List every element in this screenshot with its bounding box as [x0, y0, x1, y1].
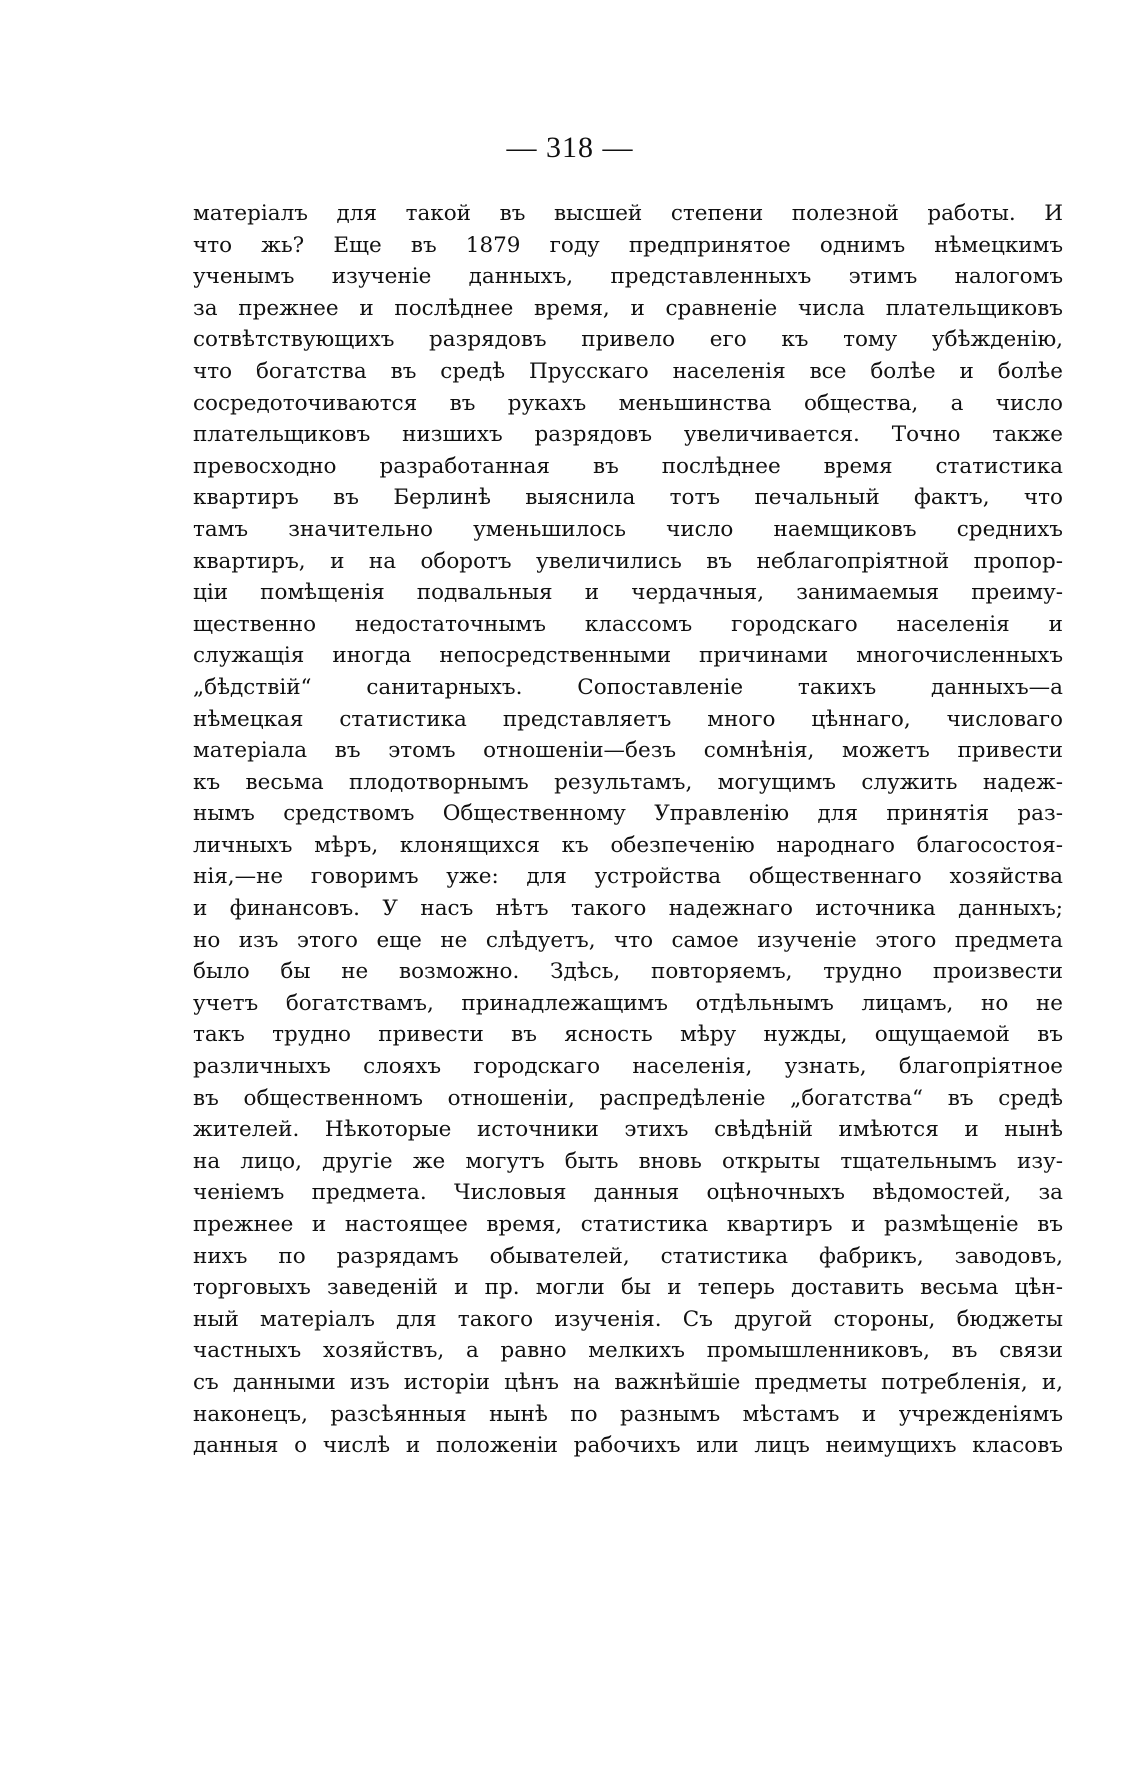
- text-line: матеріала въ этомъ отношеніи—безъ сомнѣнія, можетъ привести: [193, 738, 1063, 764]
- text-line: различныхъ слояхъ городскаго населенія, узнать, благопріятное: [193, 1054, 1063, 1080]
- text-line: щественно недостаточнымъ классомъ городскаго населенія и: [193, 611, 1063, 637]
- text-line: было бы не возможно. Здѣсь, повторяемъ, трудно произвести: [193, 959, 1063, 985]
- text-line: ученымъ изученіе данныхъ, представленныхъ этимъ налогомъ: [193, 264, 1063, 290]
- text-line: за прежнее и послѣднее время, и сравненіе числа плательщиковъ: [193, 295, 1063, 321]
- text-line: торговыхъ заведеній и пр. могли бы и теперь доставить весьма цѣн-: [193, 1275, 1063, 1301]
- text-line: что жь? Еще въ 1879 году предпринятое однимъ нѣмецкимъ: [193, 232, 1063, 258]
- text-line: превосходно разработанная въ послѣднее время статистика: [193, 453, 1063, 479]
- text-line: ный матеріалъ для такого изученія. Съ другой стороны, бюджеты: [193, 1306, 1063, 1332]
- text-line: что богатства въ средѣ Прусскаго населенія все болѣе и болѣе: [193, 358, 1063, 384]
- text-line: ціи помѣщенія подвальныя и чердачныя, занимаемыя преиму-: [193, 580, 1063, 606]
- text-line: такъ трудно привести въ ясность мѣру нужды, ощущаемой въ: [193, 1022, 1063, 1048]
- text-line: квартиръ, и на оборотъ увеличились въ неблагопріятной пропор-: [193, 548, 1063, 574]
- text-line: личныхъ мѣръ, клонящихся къ обезпеченію народнаго благосостоя-: [193, 832, 1063, 858]
- text-line: нымъ средствомъ Общественному Управленію для принятія раз-: [193, 801, 1063, 827]
- text-line: нихъ по разрядамъ обывателей, статистика фабрикъ, заводовъ,: [193, 1243, 1063, 1269]
- text-line: нѣмецкая статистика представляетъ много цѣннаго, числоваго: [193, 706, 1063, 732]
- text-line: на лицо, другіе же могутъ быть вновь открыты тщательнымъ изу-: [193, 1148, 1063, 1174]
- text-line: частныхъ хозяйствъ, а равно мелкихъ промышленниковъ, въ связи: [193, 1338, 1063, 1364]
- text-line: къ весьма плодотворнымъ результамъ, могущимъ служить надеж-: [193, 769, 1063, 795]
- text-line: съ данными изъ исторіи цѣнъ на важнѣйшіе предметы потребленія, и,: [193, 1369, 1063, 1395]
- body-text: [193, 198, 1063, 1462]
- text-line: тамъ значительно уменьшилось число наемщиковъ среднихъ: [193, 516, 1063, 542]
- text-line: но изъ этого еще не слѣдуетъ, что самое изученіе этого предмета: [193, 927, 1063, 953]
- text-line: жителей. Нѣкоторые источники этихъ свѣдѣній имѣются и нынѣ: [193, 1117, 1063, 1143]
- text-line: данныя о числѣ и положеніи рабочихъ или лицъ неимущихъ класовъ: [193, 1433, 1063, 1459]
- text-line: сосредоточиваются въ рукахъ меньшинства общества, а число: [193, 390, 1063, 416]
- text-line: прежнее и настоящее время, статистика квартиръ и размѣщеніе въ: [193, 1212, 1063, 1237]
- text-line: учетъ богатствамъ, принадлежащимъ отдѣльнымъ лицамъ, но не: [193, 990, 1063, 1016]
- text-line: сотвѣтствующихъ разрядовъ привело его къ тому убѣжденію,: [193, 327, 1063, 353]
- page-number: — 318 —: [506, 131, 634, 164]
- text-line: плательщиковъ низшихъ разрядовъ увеличивается. Точно также: [193, 422, 1063, 448]
- text-line: въ общественномъ отношеніи, распредѣленіе „богатства“ въ средѣ: [193, 1085, 1063, 1111]
- text-line: матеріалъ для такой въ высшей степени полезной работы. И: [193, 201, 1063, 226]
- text-line: квартиръ въ Берлинѣ выяснила тотъ печальный фактъ, что: [193, 485, 1063, 511]
- text-line: служащія иногда непосредственными причинами многочисленныхъ: [193, 643, 1063, 669]
- text-line: „бѣдствій“ санитарныхъ. Сопоставленіе такихъ данныхъ—а: [193, 674, 1063, 700]
- text-line: ченіемъ предмета. Числовыя данныя оцѣночныхъ вѣдомостей, за: [193, 1180, 1063, 1206]
- text-line: и финансовъ. У насъ нѣтъ такого надежнаго источника данныхъ;: [193, 896, 1063, 922]
- text-line: наконецъ, разсѣянныя нынѣ по разнымъ мѣстамъ и учрежденіямъ: [193, 1401, 1063, 1427]
- text-line: нія,—не говоримъ уже: для устройства общественнаго хозяйства: [193, 864, 1063, 890]
